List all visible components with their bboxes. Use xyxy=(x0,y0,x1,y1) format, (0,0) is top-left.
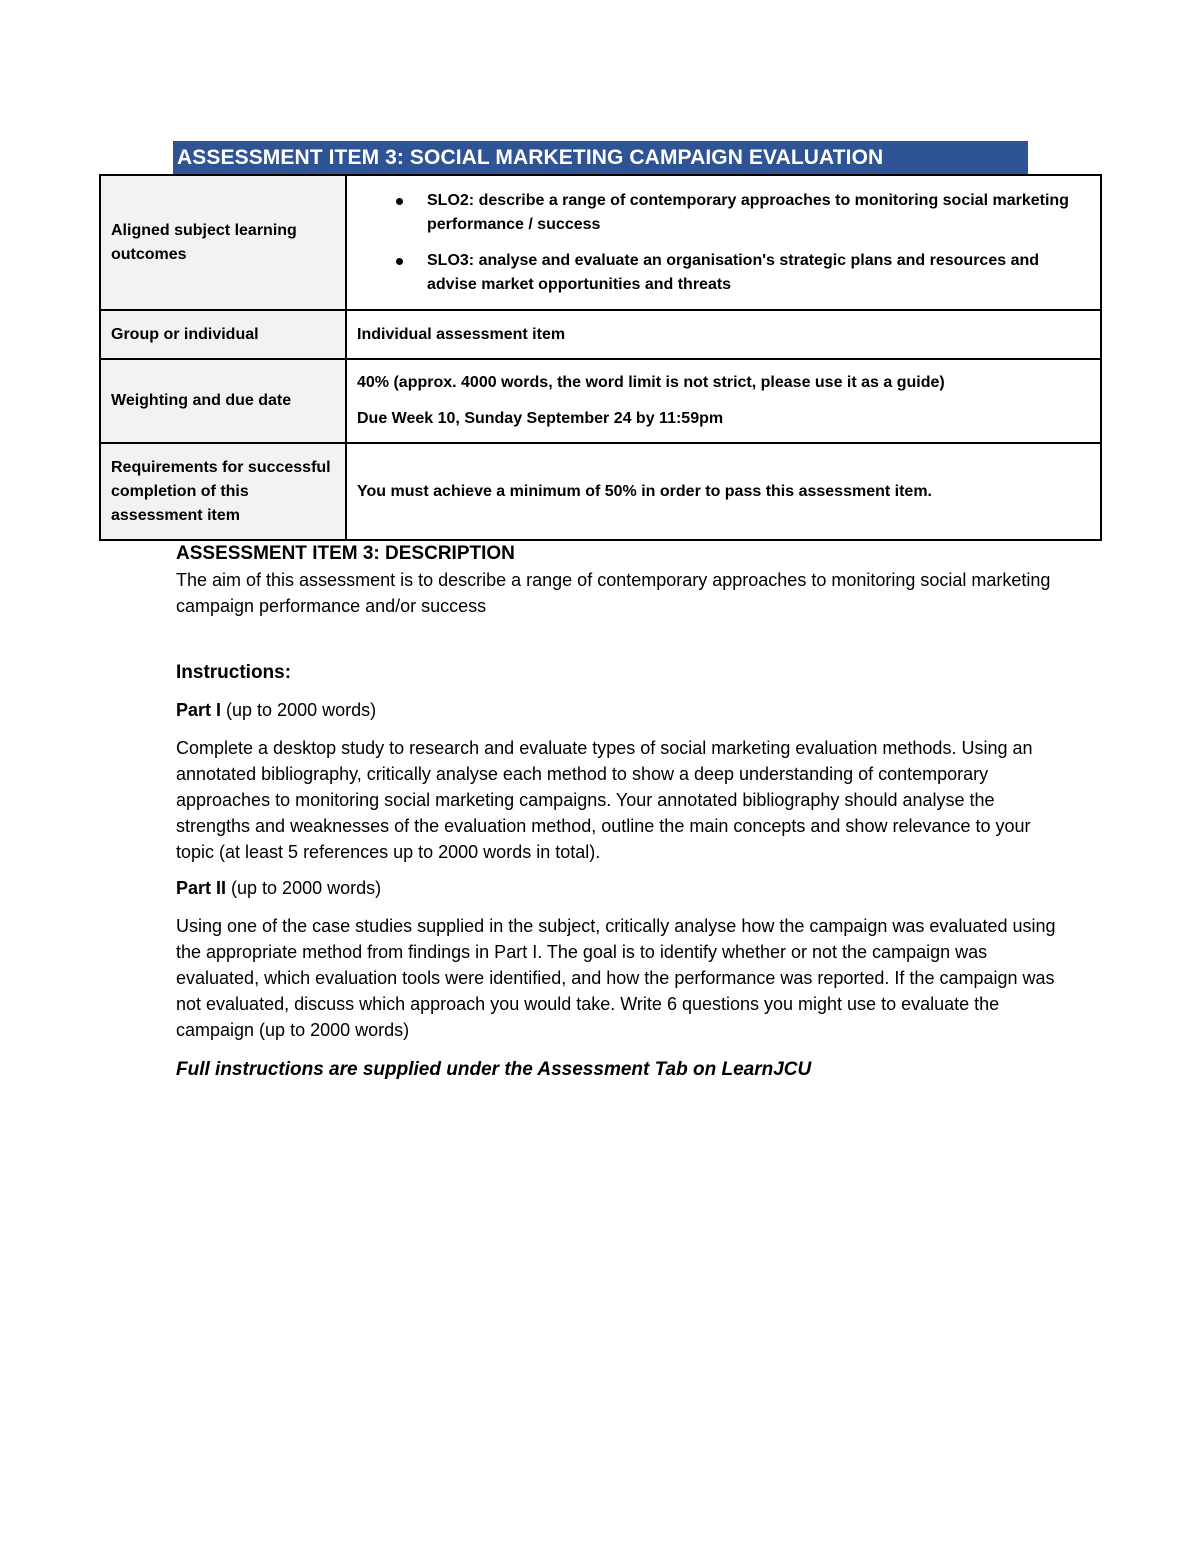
assessment-title: ASSESSMENT ITEM 3: SOCIAL MARKETING CAMPAIGN EVALUATION xyxy=(173,141,1028,175)
row-label: Aligned subject learning outcomes xyxy=(100,175,346,310)
part-two-heading xyxy=(176,875,1056,901)
list-item: SLO3: analyse and evaluate an organisation's strategic plans and resources and advise market opportunities and threats xyxy=(427,249,1090,297)
part-one-note: (up to 2000 words) xyxy=(221,700,377,720)
row-value xyxy=(346,175,1101,310)
row-value xyxy=(346,359,1101,443)
row-value: Individual assessment item xyxy=(346,310,1101,359)
description-text: The aim of this assessment is to describe a range of contemporary approaches to monitoring social marketing campaign performance and/or success xyxy=(176,570,1051,616)
table-row xyxy=(100,359,1101,443)
table-row xyxy=(100,175,1101,310)
description-heading: ASSESSMENT ITEM 3: DESCRIPTION xyxy=(176,543,515,564)
part-two-body: Using one of the case studies supplied in the subject, critically analyse how the campaign was evaluated using the appropriate method from findings in Part I. The goal is to identify whether or not the campaign was evaluated, which evaluation tools were identified, and how the performance was reported. If the campaign was not evaluated, discuss which approach you would take. Write 6 questions you might use to evaluate the campaign (up to 2000 words) xyxy=(176,916,1056,1040)
weighting-text: 40% (approx. 4000 words, the word limit is not strict, please use it as a guide) xyxy=(357,374,945,391)
part-two-label: Part II xyxy=(176,878,227,898)
assessment-info-table xyxy=(99,174,1102,541)
part-one-body: Complete a desktop study to research and evaluate types of social marketing evaluation methods. Using an annotated bibliography, critically analyse each method to show a deep understanding of contemporary approaches to monitoring social marketing campaigns. Your annotated bibliography should analyse the strengths and weaknesses of the evaluation method, outline the main concepts and show relevance to your topic (at least 5 references up to 2000 words in total). xyxy=(176,738,1033,862)
row-value: You must achieve a minimum of 50% in order to pass this assessment item. xyxy=(346,443,1101,540)
due-date-text: Due Week 10, Sunday September 24 by 11:59pm xyxy=(357,410,724,427)
full-instructions-note: Full instructions are supplied under the Assessment Tab on LearnJCU xyxy=(176,1059,812,1080)
table-row xyxy=(100,310,1101,359)
learning-outcomes-list xyxy=(357,189,1090,297)
instructions-heading: Instructions: xyxy=(176,662,292,683)
part-one-heading xyxy=(176,697,1056,723)
description-section xyxy=(176,541,1056,1083)
row-label: Weighting and due date xyxy=(100,359,346,443)
row-label: Group or individual xyxy=(100,310,346,359)
part-one-label: Part I xyxy=(176,700,222,720)
row-label: Requirements for successful completion of this assessment item xyxy=(100,443,346,540)
table-row xyxy=(100,443,1101,540)
list-item: SLO2: describe a range of contemporary approaches to monitoring social marketing performance / success xyxy=(427,189,1090,237)
part-two-note: (up to 2000 words) xyxy=(226,878,382,898)
